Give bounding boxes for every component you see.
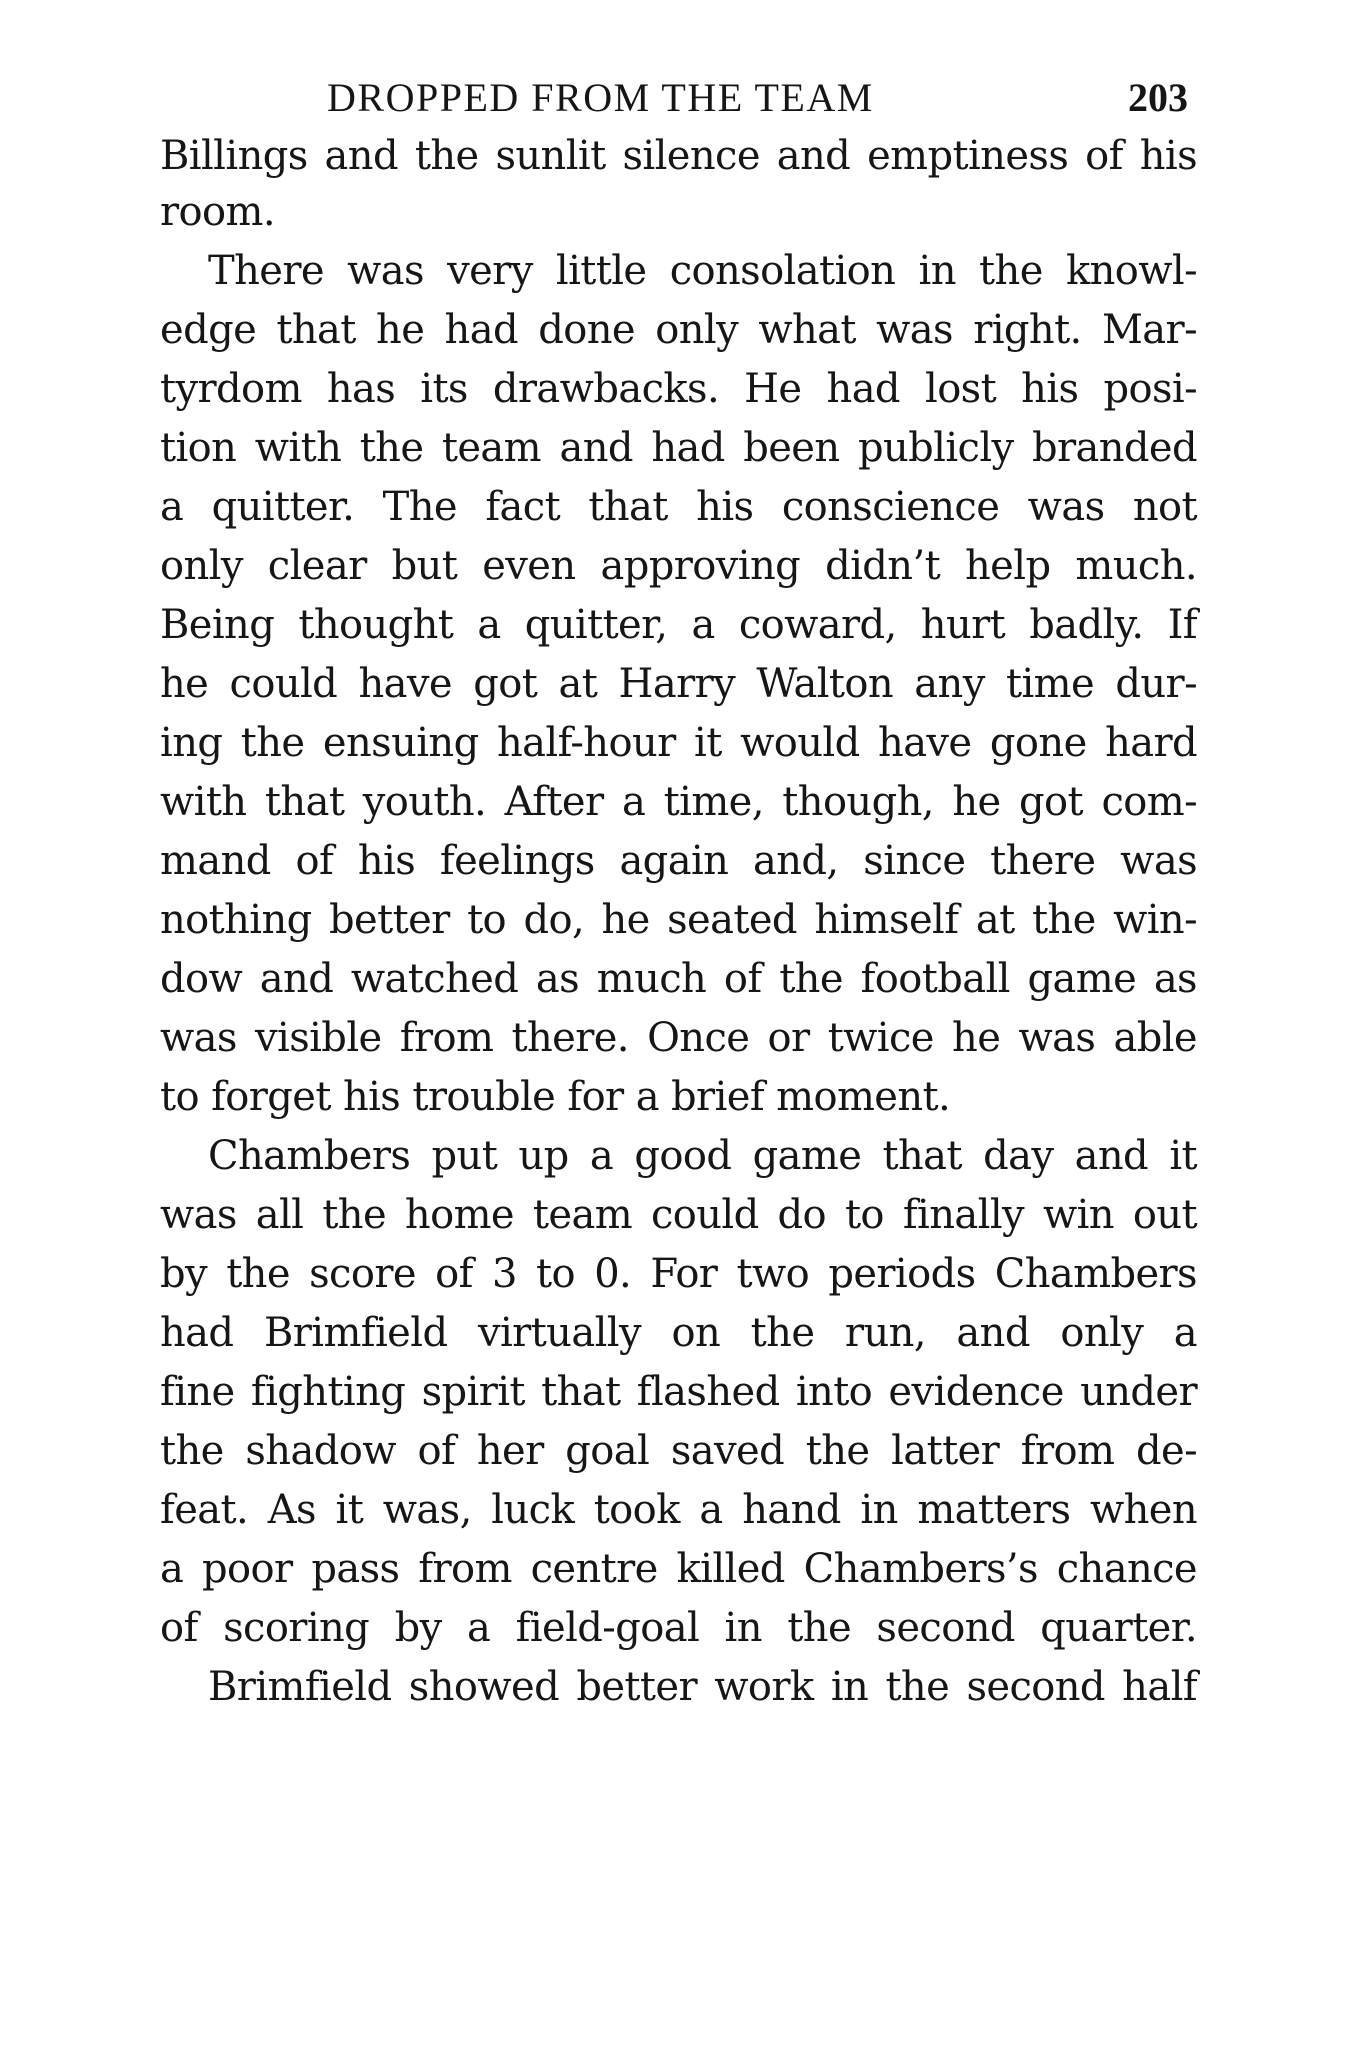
text-line: feat. As it was, luck took a hand in matters when — [160, 1487, 1197, 1533]
text-line: fine fighting spirit that flashed into evidence under — [160, 1369, 1197, 1415]
text-line: tion with the team and had been publicly branded — [160, 425, 1197, 471]
text-line: Being thought a quitter, a coward, hurt badly. If — [160, 602, 1197, 648]
text-line: the shadow of her goal saved the latter from de- — [160, 1428, 1197, 1474]
text-line: a quitter. The fact that his conscience was not — [160, 484, 1197, 530]
text-line: of scoring by a field-goal in the second quarter. — [160, 1605, 1197, 1651]
paragraph-first-line: Chambers put up a good game that day and it — [208, 1133, 1197, 1179]
running-head: DROPPED FROM THE TEAM — [327, 75, 874, 120]
text-line: mand of his feelings again and, since there was — [160, 838, 1197, 884]
text-line: tyrdom has its drawbacks. He had lost his posi- — [160, 366, 1197, 412]
text-line: ing the ensuing half-hour it would have gone hard — [160, 720, 1197, 766]
text-line: to forget his trouble for a brief moment. — [160, 1074, 951, 1120]
text-line: with that youth. After a time, though, he got com- — [160, 779, 1197, 825]
paragraph-first-line: Brimfield showed better work in the second half — [208, 1664, 1197, 1710]
paragraph-first-line: There was very little consolation in the knowl- — [208, 248, 1197, 294]
text-line: was visible from there. Once or twice he was able — [160, 1015, 1197, 1061]
text-line: a poor pass from centre killed Chambers’s chance — [160, 1546, 1197, 1592]
text-line: only clear but even approving didn’t help much. — [160, 543, 1197, 589]
page-number: 203 — [1128, 75, 1188, 120]
text-line: had Brimfield virtually on the run, and only a — [160, 1310, 1197, 1356]
text-line: dow and watched as much of the football game as — [160, 956, 1197, 1002]
text-line: he could have got at Harry Walton any time dur- — [160, 661, 1197, 707]
text-line: room. — [160, 189, 275, 235]
text-line: Billings and the sunlit silence and emptiness of his — [160, 133, 1197, 179]
text-line: edge that he had done only what was right. Mar- — [160, 307, 1197, 353]
text-line: nothing better to do, he seated himself at the win- — [160, 897, 1197, 943]
text-line: was all the home team could do to finally win out — [160, 1192, 1197, 1238]
text-line: by the score of 3 to 0. For two periods Chambers — [160, 1251, 1197, 1297]
